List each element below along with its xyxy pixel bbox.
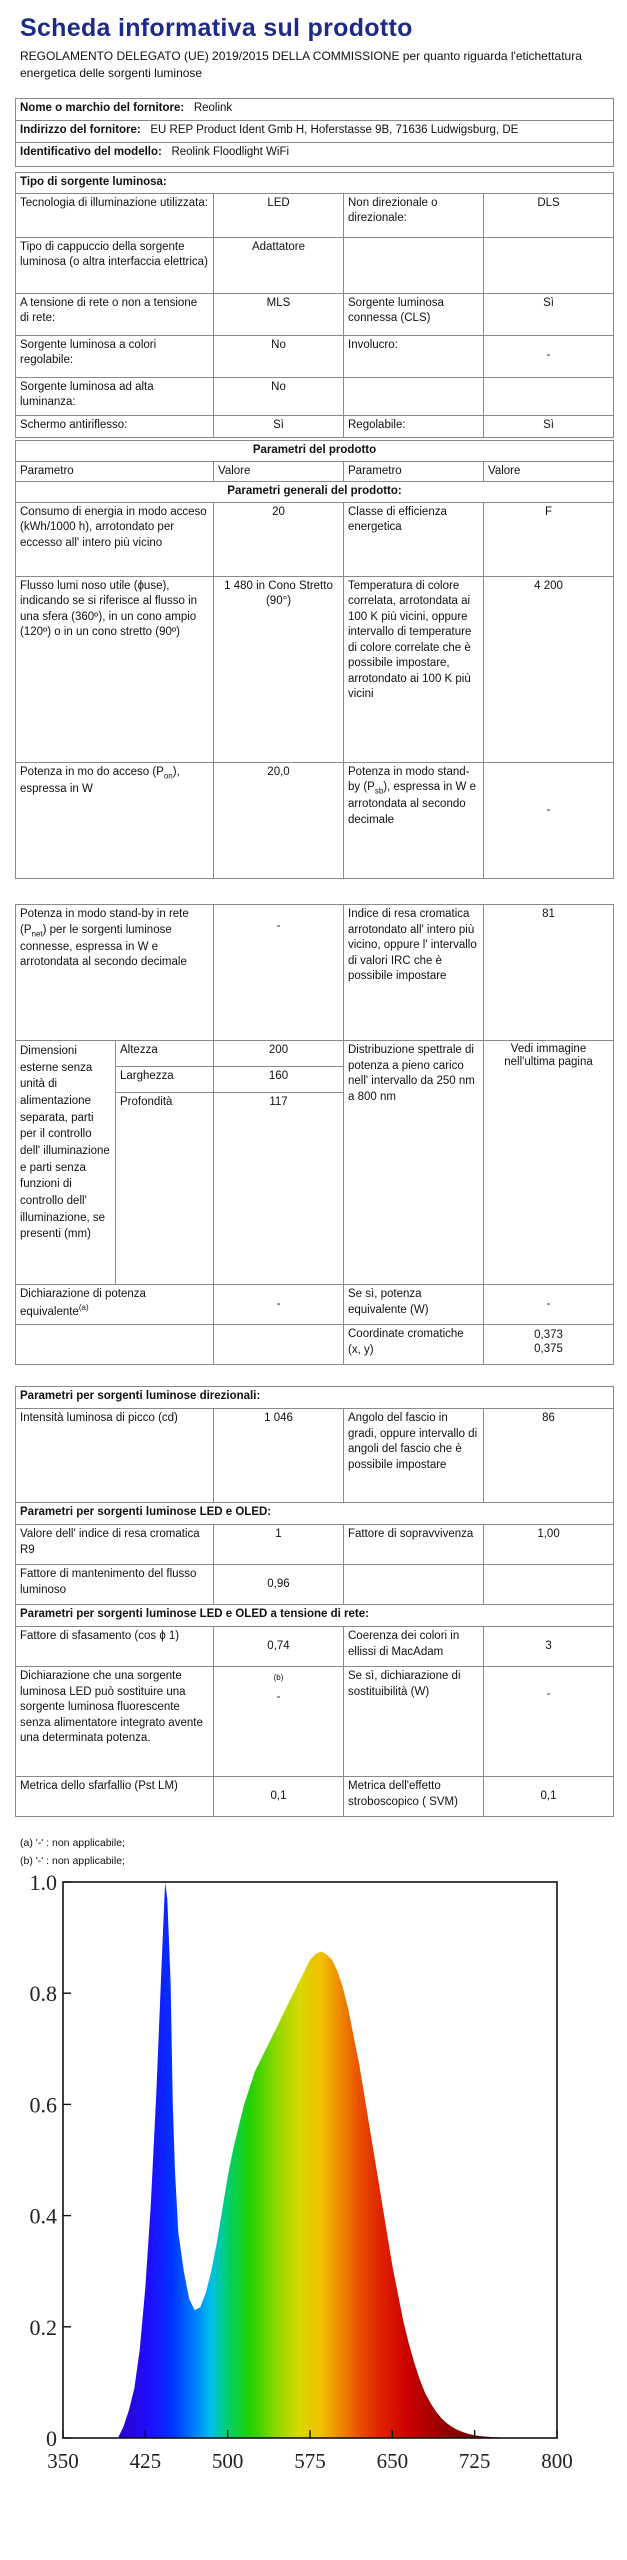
y-tick-label: 0.8 (29, 1981, 57, 2007)
peak-intensity-value: 1 046 (214, 1409, 344, 1503)
footnote-a: (a) '-' : non applicabile; (20, 1837, 125, 1849)
type-label (344, 377, 484, 415)
useful-flux-label: Flusso lumi noso utile (ɸuse), indicando se si riferisce al flusso in una sfera (360º), in un cono ampio (120º) o in un cono stretto (90º) (16, 576, 214, 762)
general-parameters-heading: Parametri generali del prodotto: (16, 482, 614, 503)
type-value: - (484, 335, 614, 377)
type-label: Non direzionale o direzionale: (344, 193, 484, 237)
type-value: No (214, 377, 344, 415)
column-header-parameter: Parametro (344, 461, 484, 482)
supplier-name-cell: Nome o marchio del fornitore: Reolink (16, 99, 614, 121)
cri-value: 81 (484, 905, 614, 1041)
efficiency-class-value: F (484, 502, 614, 576)
product-parameters-table-continued (15, 904, 614, 1365)
height-value: 200 (214, 1041, 344, 1067)
energy-consumption-label: Consumo di energia in modo acceso (kWh/1000 h), arrotondato per eccesso all' intero più vicino (16, 502, 214, 576)
displacement-factor-value: 0,74 (214, 1627, 344, 1667)
type-label: Involucro: (344, 335, 484, 377)
fluorescent-replacement-label: Dichiarazione che una sorgente luminosa LED può sostituire una sorgente luminosa fluorescente senza alimentatore integrato avente una determinata potenza. (16, 1667, 214, 1777)
y-tick-label: 0.2 (29, 2314, 57, 2340)
directional-heading: Parametri per sorgenti luminose direzionali: (16, 1387, 614, 1409)
mains-heading: Parametri per sorgenti luminose LED e OLED a tensione di rete: (16, 1605, 614, 1627)
x-tick-label: 725 (458, 2449, 491, 2473)
model-id: Reolink Floodlight WiFi (171, 146, 290, 158)
supplier-table (15, 98, 614, 167)
flicker-label: Metrica dello sfarfallio (Pst LM) (16, 1777, 214, 1817)
width-value: 160 (214, 1067, 344, 1093)
dimensions-label: Dimensioni esterne senza unità di alimentazione separata, parti per il controllo dell' illuminazione e parti senza funzioni di controllo dell' illuminazione, se presenti (mm) (16, 1041, 116, 1285)
r9-label: Valore dell' indice di resa cromatica R9 (16, 1525, 214, 1565)
type-value: Sì (484, 293, 614, 335)
type-value: MLS (214, 293, 344, 335)
type-label: Schermo antiriflesso: (16, 415, 214, 437)
stroboscopic-value: 0,1 (484, 1777, 614, 1817)
parameters-heading: Parametri del prodotto (16, 441, 614, 462)
cct-value: 4 200 (484, 576, 614, 762)
equivalent-power-w-label: Se sì, potenza equivalente (W) (344, 1285, 484, 1325)
efficiency-class-label: Classe di efficienza energetica (344, 502, 484, 576)
cri-label: Indice di resa cromatica arrotondato all' intero più vicino, oppure l' intervallo di valori IRC che è possibile impostare (344, 905, 484, 1041)
peak-intensity-label: Intensità luminosa di picco (cd) (16, 1409, 214, 1503)
height-label: Altezza (116, 1041, 214, 1067)
spectral-distribution-value: Vedi immagine nell'ultima pagina (484, 1041, 614, 1285)
x-tick-label: 500 (211, 2449, 244, 2473)
equivalent-power-w-value: - (484, 1285, 614, 1325)
type-value (484, 237, 614, 293)
x-tick-label: 650 (376, 2449, 409, 2473)
type-value: DLS (484, 193, 614, 237)
r9-value: 1 (214, 1525, 344, 1565)
equivalent-power-label: Dichiarazione di potenza equivalente$^{(a)}$ (16, 1285, 214, 1325)
type-label: Sorgente luminosa ad alta luminanza: (16, 377, 214, 415)
displacement-factor-label: Fattore di sfasamento (cos ɸ 1) (16, 1627, 214, 1667)
led-oled-heading: Parametri per sorgenti luminose LED e OLED: (16, 1503, 614, 1525)
regulation-subtitle: REGOLAMENTO DELEGATO (UE) 2019/2015 DELLA COMMISSIONE per quanto riguarda l'etichettatura energetica delle sorgenti luminose (20, 49, 582, 80)
specific-parameters-table (15, 1386, 614, 1817)
chromaticity-y: 0,375 (534, 1343, 563, 1356)
replacement-claim-value: - (484, 1667, 614, 1777)
y-tick-label: 0.4 (29, 2203, 57, 2229)
spectral-distribution-label: Distribuzione spettrale di potenza a pieno carico nell' intervallo da 250 nm a 800 nm (344, 1041, 484, 1285)
replacement-claim-label: Se sì, dichiarazione di sostituibilità (W) (344, 1667, 484, 1777)
type-value: LED (214, 193, 344, 237)
page-title: Scheda informativa sul prodotto (20, 14, 413, 42)
y-tick-label: 0 (46, 2426, 57, 2451)
model-id-cell: Identificativo del modello: Reolink Floodlight WiFi (16, 143, 614, 167)
lumen-maintenance-value: 0,96 (214, 1565, 344, 1605)
fluorescent-replacement-value: $^{(b)}$ - (214, 1667, 344, 1777)
x-tick-label: 575 (294, 2449, 326, 2473)
chromaticity-label: Coordinate cromatiche (x, y) (344, 1325, 484, 1365)
net-standby-power-value: - (214, 905, 344, 1041)
product-parameters-table (15, 440, 614, 879)
type-label: Sorgente luminosa connessa (CLS) (344, 293, 484, 335)
macadam-label: Coerenza dei colori in ellissi di MacAdam (344, 1627, 484, 1667)
type-label: Sorgente luminosa a colori regolabile: (16, 335, 214, 377)
footnote-b: (b) '-' : non applicabile; (20, 1855, 125, 1867)
light-source-type-table (15, 172, 614, 438)
supplier-name: Reolink (193, 102, 233, 114)
x-tick-label: 800 (541, 2449, 573, 2473)
flicker-value: 0,1 (214, 1777, 344, 1817)
x-tick-label: 425 (129, 2449, 162, 2473)
width-label: Larghezza (116, 1067, 214, 1093)
supplier-address: EU REP Product Ident Gmb H, Hoferstasse 9B, 71636 Ludwigsburg, DE (150, 124, 519, 136)
stroboscopic-label: Metrica dell'effetto stroboscopico ( SVM) (344, 1777, 484, 1817)
survival-factor-value: 1,00 (484, 1525, 614, 1565)
useful-flux-value: 1 480 in Cono Stretto (90°) (214, 576, 344, 762)
lumen-maintenance-label: Fattore di mantenimento del flusso luminoso (16, 1565, 214, 1605)
cct-label: Temperatura di colore correlata, arrotondata ai 100 K più vicini, oppure intervallo di temperature di colore correlate che è possibile impostare, arrotondato ai 100 K più vicini (344, 576, 484, 762)
supplier-address-cell: Indirizzo del fornitore: EU REP Product Ident Gmb H, Hoferstasse 9B, 71636 Ludwigsburg, DE (16, 121, 614, 143)
depth-value: 117 (214, 1093, 344, 1285)
type-value: Sì (214, 415, 344, 437)
beam-angle-value: 86 (484, 1409, 614, 1503)
type-value: Sì (484, 415, 614, 437)
net-standby-power-label: Potenza in modo stand-by in rete $(P_{net})$ per le sorgenti luminose connesse, espressa in W e arrotondata al secondo decimale (16, 905, 214, 1041)
standby-power-label: Potenza in modo stand-by $(P_{sb})$, espressa in W e arrotondata al secondo decimale (344, 762, 484, 878)
equivalent-power-value: - (214, 1285, 344, 1325)
y-tick-label: 1.0 (29, 1870, 57, 1895)
macadam-value: 3 (484, 1627, 614, 1667)
column-header-parameter: Parametro (16, 461, 214, 482)
column-header-value: Valore (214, 461, 344, 482)
on-mode-power-label: Potenza in mo do acceso $(P_{on})$, espressa in W (16, 762, 214, 878)
chromaticity-value (484, 1325, 614, 1365)
chromaticity-x: 0,373 (534, 1329, 563, 1341)
x-tick-label: 350 (47, 2449, 79, 2473)
y-tick-label: 0.6 (29, 2092, 57, 2118)
type-value (484, 377, 614, 415)
survival-factor-label: Fattore di sopravvivenza (344, 1525, 484, 1565)
spectrum-area (118, 1882, 524, 2438)
type-label: Tipo di cappuccio della sorgente luminosa (o altra interfaccia elettrica) (16, 237, 214, 293)
standby-power-value: - (484, 762, 614, 878)
energy-consumption-value: 20 (214, 502, 344, 576)
type-value: No (214, 335, 344, 377)
type-label: A tensione di rete o non a tensione di rete: (16, 293, 214, 335)
beam-angle-label: Angolo del fascio in gradi, oppure intervallo di angoli del fascio che è possibile impostare (344, 1409, 484, 1503)
spectral-distribution-svg (25, 1870, 610, 2500)
type-label (344, 237, 484, 293)
type-heading: Tipo di sorgente luminosa: (16, 173, 614, 194)
column-header-value: Valore (484, 461, 614, 482)
type-label: Regolabile: (344, 415, 484, 437)
depth-label: Profondità (116, 1093, 214, 1285)
type-label: Tecnologia di illuminazione utilizzata: (16, 193, 214, 237)
type-value: Adattatore (214, 237, 344, 293)
spectral-distribution-chart (25, 1870, 610, 2500)
on-mode-power-value: 20,0 (214, 762, 344, 878)
